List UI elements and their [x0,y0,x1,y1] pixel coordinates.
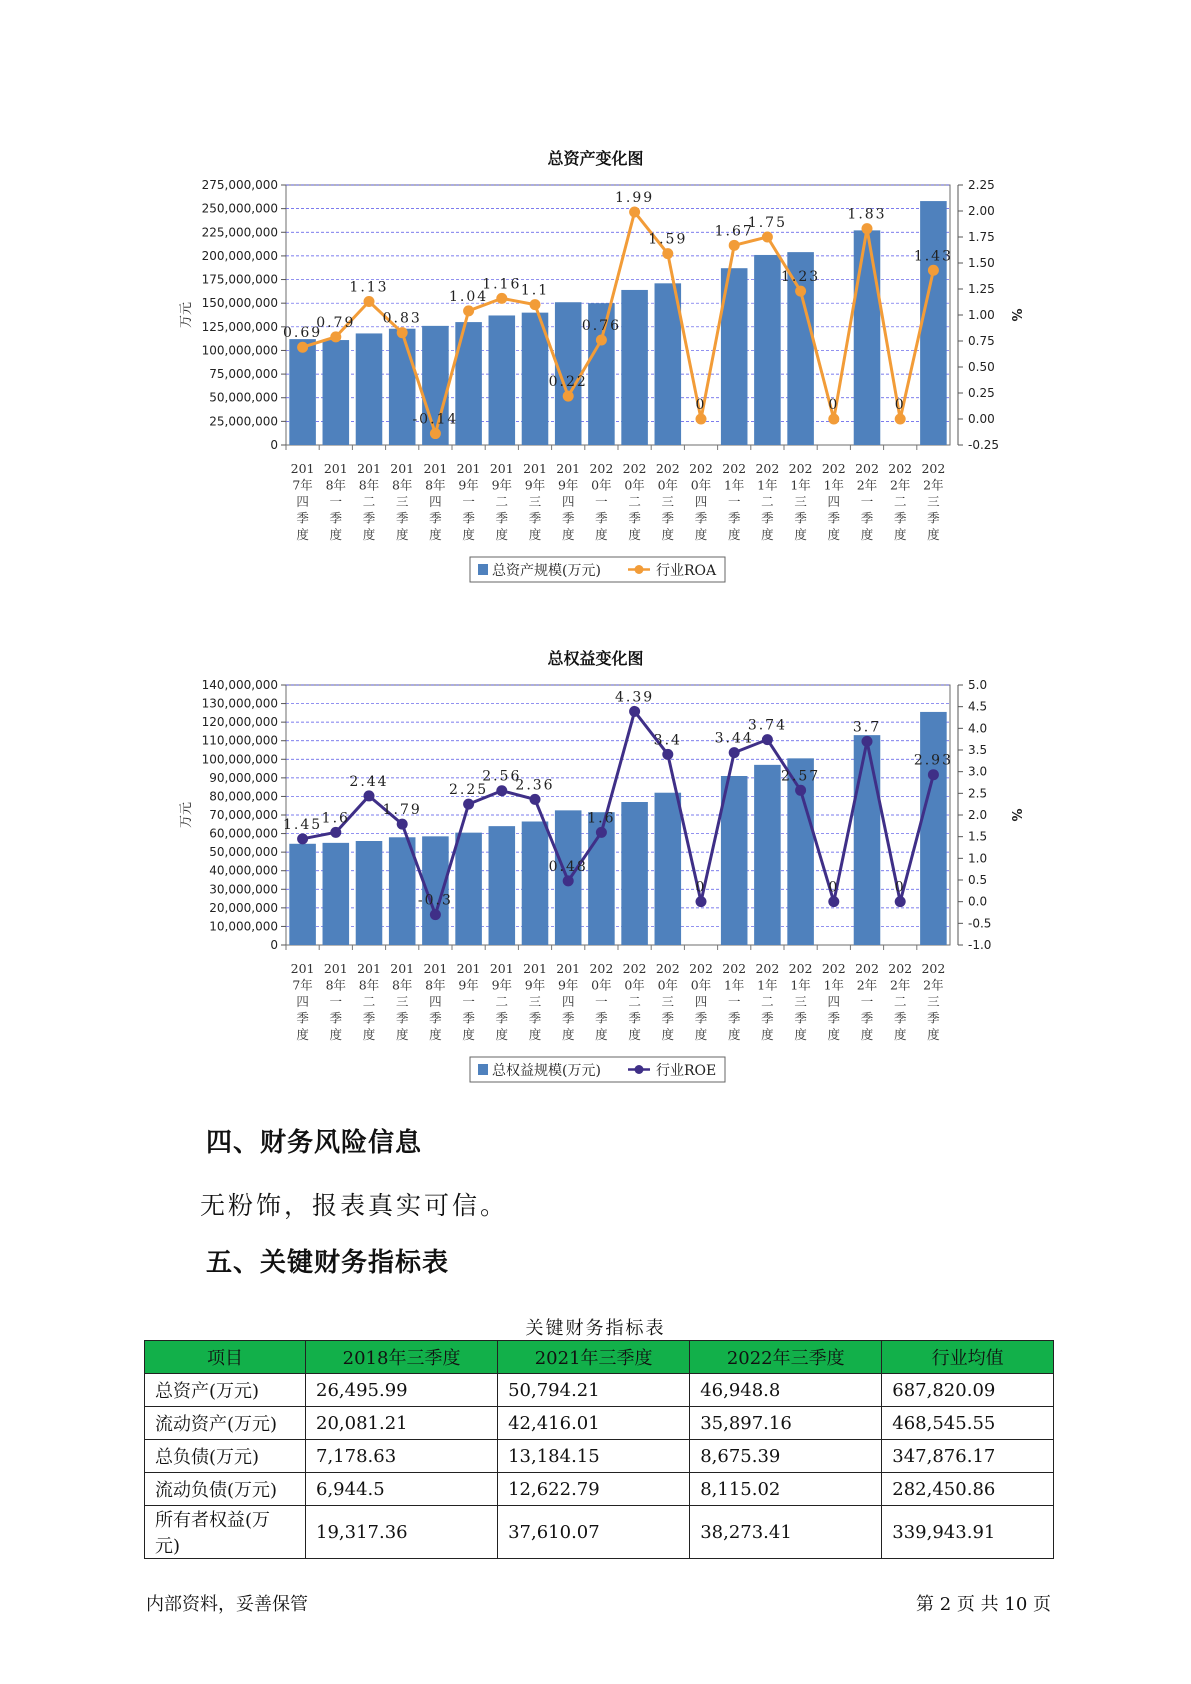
data-label: 0.79 [316,314,356,331]
table-cell: 8,115.02 [690,1473,882,1506]
key-financial-table [144,1340,1054,1559]
line-point [662,749,673,760]
y2-tick-label: 1.0 [968,851,988,866]
line-point [828,896,839,907]
y2-tick-label: 1.00 [968,308,995,322]
x-tick-label: 202 2年二季度 [888,461,913,542]
legend-bar-label: 总权益规模(万元) [492,1063,601,1079]
x-tick-label: 202 2年二季度 [888,961,913,1042]
y-tick-label: 0 [270,938,278,952]
y-tick-label: 70,000,000 [209,808,278,822]
bar [920,201,947,445]
table-cell: 流动资产(万元) [145,1407,306,1440]
line-point [828,414,839,425]
data-label: 2.36 [515,777,555,794]
bar [655,283,682,445]
legend-bar-label: 总资产规模(万元) [492,563,601,579]
header-item: 项目 [145,1341,306,1374]
line-point [928,265,939,276]
header-2018q3: 2018年三季度 [306,1341,498,1374]
x-tick-label: 202 0年一季度 [589,961,614,1042]
x-tick-label: 202 1年二季度 [755,461,780,542]
y2-tick-label: 1.25 [968,282,995,296]
table-cell: 468,545.55 [882,1407,1054,1440]
data-label: 2.93 [913,752,953,769]
x-tick-label: 201 9年二季度 [489,961,514,1042]
total-equity-chart [0,670,1191,1110]
bar [289,844,316,945]
line-point [928,769,939,780]
line-point [430,428,441,439]
bar [655,793,682,945]
data-label: 1.75 [747,215,787,231]
data-label: 1.23 [781,269,821,286]
line-point [895,414,906,425]
data-label: 1.79 [382,802,422,819]
y-tick-label: 110,000,000 [201,733,278,748]
y2-tick-label: 0.50 [968,360,995,374]
data-label: 4.39 [615,689,655,706]
y-tick-label: 225,000,000 [201,225,278,240]
line-point [662,248,673,259]
y2-tick-label: 1.5 [968,829,988,844]
y2-tick-label: 0.0 [968,894,988,909]
x-tick-label: 202 1年三季度 [788,461,813,542]
data-label: 1.1 [520,282,550,299]
x-tick-label: 201 8年四季度 [423,461,448,542]
y2-tick-label: 1.75 [968,230,995,244]
line-point [397,327,408,338]
line-point [596,334,607,345]
line-point [563,391,574,402]
header-2021q3: 2021年三季度 [498,1341,690,1374]
data-label: -0.3 [417,892,453,909]
table-cell: 26,495.99 [306,1374,498,1407]
footer-confidential: 内部资料，妥善保管 [146,1594,308,1615]
y-tick-label: 75,000,000 [209,367,278,382]
bar [455,833,482,945]
y2-tick-label: 2.00 [968,204,995,218]
x-tick-label: 201 9年四季度 [556,461,581,542]
table-title: 关键财务指标表 [525,1318,666,1339]
data-label: 0 [828,879,840,896]
bar [854,230,881,445]
data-label: 1.59 [648,231,688,248]
x-tick-label: 202 1年三季度 [788,961,813,1042]
line-point [364,296,375,307]
table-cell: 流动负债(万元) [145,1473,306,1506]
x-tick-label: 201 8年三季度 [390,461,415,542]
data-label: 3.7 [852,719,882,736]
data-label: 0.48 [548,858,588,875]
line-point [795,785,806,796]
x-tick-label: 201 9年三季度 [523,461,547,542]
y-tick-label: 40,000,000 [209,863,278,878]
total-assets-chart [0,170,1191,610]
legend-bar-swatch [478,1064,488,1075]
legend-bar-swatch [478,564,488,575]
x-tick-label: 202 1年一季度 [722,961,747,1042]
data-label: 1.99 [615,190,655,207]
x-tick-label: 201 9年二季度 [489,461,514,542]
x-tick-label: 201 9年三季度 [523,961,547,1042]
x-tick-label: 202 0年二季度 [622,461,647,542]
data-label: 0 [894,397,906,413]
line-point [729,747,740,758]
data-label: 0.83 [382,310,422,327]
bar [323,843,350,945]
legend-line-marker [635,565,644,574]
y-tick-label: 275,000,000 [201,178,278,192]
line-point [364,790,375,801]
data-label: 1.67 [714,223,754,240]
y2-tick-label: 3.5 [968,743,988,757]
table-cell: 总负债(万元) [145,1440,306,1473]
data-label: 0 [828,397,840,413]
footer-page-number: 第 2 页 共 10 页 [916,1594,1051,1615]
x-tick-label: 201 9年一季度 [456,961,481,1042]
header-2022q3: 2022年三季度 [690,1341,882,1374]
bar [356,333,383,445]
y-tick-label: 10,000,000 [209,919,278,934]
x-tick-label: 201 8年四季度 [423,961,448,1042]
data-label: 1.43 [913,248,953,265]
data-label: 3.44 [714,730,754,747]
x-tick-label: 202 0年四季度 [689,461,713,542]
table-cell: 6,944.5 [306,1473,498,1506]
y2-tick-label: 2.5 [968,786,988,801]
x-tick-label: 202 0年四季度 [689,961,713,1042]
table-cell: 347,876.17 [882,1440,1054,1473]
data-label: 0 [695,397,707,413]
table-row [145,1407,1054,1440]
data-label: 1.45 [283,816,323,833]
y-tick-label: 50,000,000 [209,845,278,860]
chart-title-total-assets: 总资产变化图 [547,149,644,168]
y-tick-label: 20,000,000 [209,900,278,915]
table-cell: 282,450.86 [882,1473,1054,1506]
y2-tick-label: 3.0 [968,764,988,779]
line-point [762,734,773,745]
table-cell: 35,897.16 [690,1407,882,1440]
line-point [596,827,607,838]
x-tick-label: 201 8年二季度 [357,961,381,1042]
table-cell: 19,317.36 [306,1506,498,1559]
y-tick-label: 125,000,000 [201,319,278,334]
section-title-key-indicators: 五、关键财务指标表 [206,1248,450,1278]
line-point [696,896,707,907]
legend-line-marker [635,1065,644,1074]
y2-tick-label: 5.0 [968,678,988,692]
y-tick-label: 25,000,000 [209,414,278,429]
bar [489,826,516,945]
bar [489,315,516,445]
line-point [530,299,541,310]
bar [323,340,350,445]
data-label: 2.56 [482,768,522,785]
table-cell: 总资产(万元) [145,1374,306,1407]
y2-tick-label: 0.25 [968,386,995,400]
table-cell: 46,948.8 [690,1374,882,1407]
y-tick-label: 130,000,000 [201,696,278,711]
y-tick-label: 140,000,000 [201,678,278,692]
data-label: 0 [894,879,906,896]
y2-tick-label: 4.0 [968,721,988,736]
data-label: 0.22 [548,374,588,391]
line-point [795,286,806,297]
line-point [430,909,441,920]
table-cell: 所有者权益(万元) [145,1506,306,1559]
table-cell: 12,622.79 [498,1473,690,1506]
header-industry-avg: 行业均值 [882,1341,1054,1374]
x-tick-label: 202 0年三季度 [655,461,680,542]
financial-risk-text: 无粉饰，报表真实可信。 [200,1191,509,1220]
x-tick-label: 202 2年一季度 [855,461,879,542]
line-point [463,799,474,810]
data-label: 3.4 [653,732,682,749]
x-tick-label: 201 9年一季度 [456,461,481,542]
y-tick-label: 0 [270,438,278,452]
line-point [297,833,308,844]
section-title-financial-risk: 四、财务风险信息 [206,1128,423,1158]
table-cell: 38,273.41 [690,1506,882,1559]
x-tick-label: 201 7年四季度 [290,461,315,542]
y2-tick-label: 2.25 [968,178,995,192]
x-tick-label: 202 0年二季度 [622,961,647,1042]
line-point [397,819,408,830]
table-cell: 20,081.21 [306,1407,498,1440]
data-label: 1.16 [482,276,522,293]
x-tick-label: 202 2年一季度 [855,961,879,1042]
line-point [330,331,341,342]
line-point [629,207,640,218]
data-label: 1.83 [847,206,887,223]
table-cell: 37,610.07 [498,1506,690,1559]
x-tick-label: 201 7年四季度 [290,961,315,1042]
y-tick-label: 100,000,000 [201,752,278,767]
chart-title-total-equity: 总权益变化图 [547,649,644,668]
legend-line-label: 行业ROA [656,563,717,579]
table-cell: 42,416.01 [498,1407,690,1440]
y-tick-label: 80,000,000 [209,789,278,804]
table-row [145,1374,1054,1407]
line-point [895,896,906,907]
data-label: 1.6 [587,810,616,827]
bar [522,822,549,946]
x-tick-label: 202 0年三季度 [655,961,680,1042]
line-point [762,232,773,243]
data-label: 3.74 [747,717,787,734]
y2-tick-label: -1.0 [968,938,992,952]
y2-tick-label: -0.5 [968,916,992,931]
data-label: 2.57 [781,768,821,785]
y-tick-label: 150,000,000 [201,296,278,311]
table-cell: 8,675.39 [690,1440,882,1473]
data-label: -0.14 [412,411,459,428]
x-tick-label: 202 0年一季度 [589,461,614,542]
y2-tick-label: 1.50 [968,256,995,270]
x-tick-label: 201 8年二季度 [357,461,381,542]
y-axis-label: 万元 [179,801,194,829]
y2-tick-label: 0.00 [968,412,995,426]
line-point [463,305,474,316]
x-tick-label: 202 1年二季度 [755,961,780,1042]
y2-tick-label: 4.5 [968,699,988,714]
table-row [145,1473,1054,1506]
y2-tick-label: 0.75 [968,334,995,348]
table-cell: 7,178.63 [306,1440,498,1473]
y-tick-label: 90,000,000 [209,770,278,785]
y2-axis-label: % [1008,308,1023,322]
table-cell: 50,794.21 [498,1374,690,1407]
x-tick-label: 202 2年三季度 [921,961,946,1042]
line-point [530,794,541,805]
line-point [729,240,740,251]
y-axis-label: 万元 [179,301,194,329]
y-tick-label: 250,000,000 [201,201,278,216]
line-point [496,293,507,304]
bar [754,765,781,945]
x-tick-label: 201 8年一季度 [323,961,348,1042]
bar [754,255,781,445]
bar [721,776,748,945]
x-tick-label: 202 1年一季度 [722,461,747,542]
line-point [563,875,574,886]
table-cell: 687,820.09 [882,1374,1054,1407]
y-tick-label: 30,000,000 [209,882,278,897]
x-tick-label: 201 9年四季度 [556,961,581,1042]
data-label: 1.13 [349,279,389,296]
line-point [696,414,707,425]
line-point [297,342,308,353]
line-point [862,223,873,234]
bar [356,841,383,945]
y2-tick-label: 2.0 [968,808,988,822]
line-point [862,736,873,747]
line-point [496,785,507,796]
y-tick-label: 100,000,000 [201,343,278,358]
y2-axis-label: % [1008,808,1023,822]
line-point [330,827,341,838]
x-tick-label: 202 1年四季度 [821,961,846,1042]
y2-tick-label: -0.25 [968,438,1000,452]
y-tick-label: 120,000,000 [201,715,278,730]
y2-tick-label: 0.5 [968,873,988,887]
x-tick-label: 201 8年三季度 [390,961,415,1042]
table-cell: 339,943.91 [882,1506,1054,1559]
x-tick-label: 202 1年四季度 [821,461,846,542]
legend-line-label: 行业ROE [656,1063,717,1079]
x-tick-label: 202 2年三季度 [921,461,946,542]
y-tick-label: 175,000,000 [201,272,278,287]
data-label: 0.76 [581,317,621,334]
data-label: 0 [695,879,707,896]
table-header-row [145,1341,1054,1374]
table-cell: 13,184.15 [498,1440,690,1473]
table-row [145,1506,1054,1559]
data-label: 2.44 [349,773,389,790]
bar [621,290,648,445]
x-tick-label: 201 8年一季度 [323,461,348,542]
y-tick-label: 60,000,000 [209,826,278,841]
bar [920,712,947,945]
data-label: 2.25 [449,782,489,799]
data-label: 0.69 [283,325,323,342]
y-tick-label: 50,000,000 [209,390,278,405]
table-row [145,1440,1054,1473]
y-tick-label: 200,000,000 [201,248,278,263]
data-label: 1.04 [449,288,489,305]
line-point [629,706,640,717]
bar [854,735,881,945]
bar [621,802,648,945]
bar [289,339,316,445]
data-label: 1.6 [321,810,350,827]
